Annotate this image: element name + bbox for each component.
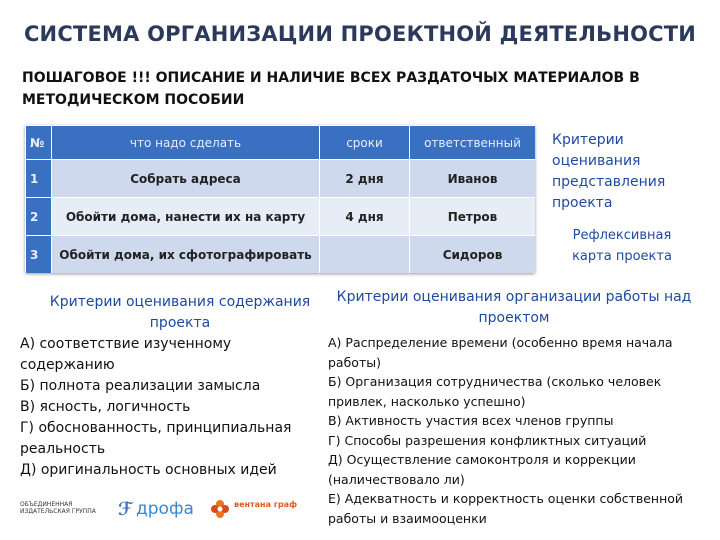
work-criteria-item: Б) Организация сотрудничества (сколько человек привлек, насколько успешно) (328, 374, 662, 409)
flower-icon (210, 499, 230, 519)
ventana-logo-text: вентана граф (234, 500, 298, 509)
content-criteria-item: В) ясность, логичность (20, 399, 191, 415)
table-cell-responsible: Иванов (410, 160, 536, 198)
task-table (25, 125, 535, 273)
table-header-task: что надо сделать (52, 126, 320, 160)
table-header-responsible: ответственный (410, 126, 536, 160)
table-cell-task: Обойти дома, их сфотографировать (52, 236, 320, 274)
table-row (26, 198, 536, 236)
page-title: СИСТЕМА ОРГАНИЗАЦИИ ПРОЕКТНОЙ ДЕЯТЕЛЬНОСТИ (23, 22, 697, 46)
work-criteria-item: Е) Адекватность и корректность оценки собственной работы и взаимооценки (328, 491, 684, 526)
work-criteria-item: Д) Осуществление самоконтроля и коррекции (наличествовало ли) (328, 452, 636, 487)
content-criteria-block (20, 292, 320, 481)
content-criteria-heading: Критерии оценивания содержания проекта (49, 294, 311, 331)
work-criteria-item: В) Активность участия всех членов группы (328, 413, 614, 428)
page-subtitle: ПОШАГОВОЕ !!! ОПИСАНИЕ И НАЛИЧИЕ ВСЕХ РАЗДАТОЧЫХ МАТЕРИАЛОВ В МЕТОДИЧЕСКОМ ПОСОБИИ (22, 70, 640, 108)
table-cell-num: 3 (26, 236, 52, 274)
table-cell-task: Обойти дома, нанести их на карту (52, 198, 320, 236)
publisher-group-logo: ОБЪЕДИНЕННАЯ ИЗДАТЕЛЬСКАЯ ГРУППА (20, 501, 96, 515)
bird-icon: ℱ (118, 499, 133, 520)
table-header-row (26, 126, 536, 160)
ventana-logo (210, 497, 310, 521)
table-cell-deadline: 4 дня (320, 198, 410, 236)
table-cell-deadline (320, 236, 410, 274)
table-cell-responsible: Сидоров (410, 236, 536, 274)
table-header-num: № (26, 126, 52, 160)
table-cell-task: Собрать адреса (52, 160, 320, 198)
table-cell-deadline: 2 дня (320, 160, 410, 198)
table-header-deadline: сроки (320, 126, 410, 160)
table-cell-num: 1 (26, 160, 52, 198)
work-criteria-item: А) Распределение времени (особенно время начала работы) (328, 335, 673, 370)
work-criteria-item: Г) Способы разрешения конфликтных ситуаций (328, 432, 647, 448)
criteria-presentation-label: Критерии оценивания представления проекта (552, 132, 666, 211)
table-row (26, 160, 536, 198)
work-criteria-block (328, 287, 700, 528)
content-criteria-item: Г) обоснованность, принципиальная реальность (20, 420, 292, 457)
publisher-logos (20, 497, 320, 521)
content-criteria-item: Д) оригинальность основных идей (20, 462, 277, 478)
table-cell-responsible: Петров (410, 198, 536, 236)
reflexive-map-label: Рефлексивная карта проекта (572, 228, 672, 264)
drofa-logo-text: дрофа (136, 499, 194, 519)
table-cell-num: 2 (26, 198, 52, 236)
work-criteria-heading: Критерии оценивания организации работы над проектом (336, 289, 692, 326)
content-criteria-item: А) соответствие изученному содержанию (20, 336, 232, 373)
table-row (26, 236, 536, 274)
content-criteria-item: Б) полнота реализации замысла (20, 378, 261, 394)
